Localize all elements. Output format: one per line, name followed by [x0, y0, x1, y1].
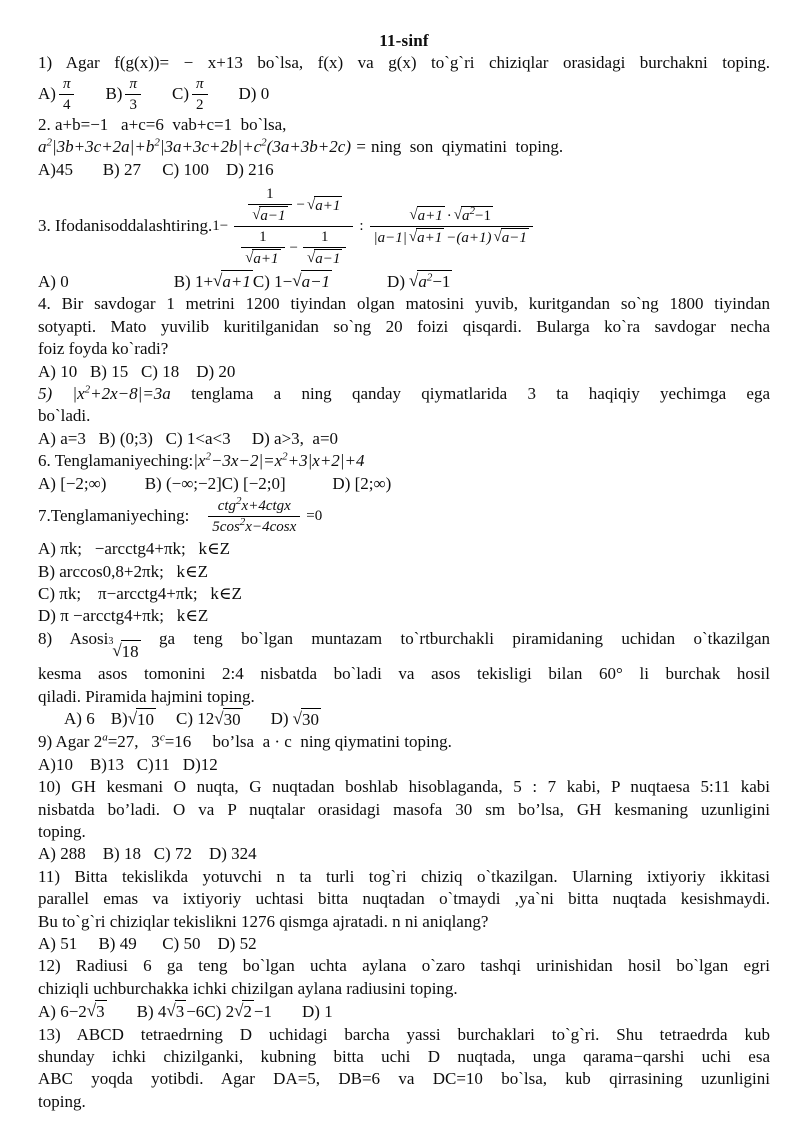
math-exponent: 2	[282, 450, 288, 463]
math-exponent: 2	[205, 450, 211, 463]
math-term: (3a+3b+2c) =	[266, 137, 367, 157]
sqrt-radicand: a+1	[315, 197, 341, 214]
option-c-tail: −1	[253, 1001, 272, 1021]
sqrt-sign: √	[234, 1001, 244, 1021]
sqrt-sign: √	[213, 271, 223, 291]
question-2	[38, 114, 770, 181]
fraction-denominator	[370, 227, 533, 247]
sqrt-sign: √	[493, 229, 502, 246]
question-10-line-3: toping.	[38, 821, 86, 841]
math-term: 5cos	[212, 519, 240, 536]
math-term: |a−1|	[373, 229, 407, 246]
math-term: −(a+1)	[446, 229, 492, 246]
question-7-lead: 7.Tenglamaniyeching:	[38, 506, 190, 526]
question-9-text: 9) Agar 2	[38, 732, 103, 752]
question-7-option-c: C) πk; π−arcctg4+πk; k∈Z	[38, 583, 242, 603]
sqrt	[494, 228, 529, 247]
question-4-options: A) 10 B) 15 C) 18 D) 20	[38, 361, 236, 381]
big-fraction	[234, 185, 353, 268]
sqrt-sign: √	[292, 271, 302, 291]
question-13-line-4: toping.	[38, 1091, 86, 1111]
math-term: a	[38, 137, 47, 157]
sqrt-sign: √	[307, 250, 316, 267]
math-exponent: 2	[84, 383, 91, 396]
sqrt	[307, 249, 342, 268]
question-4	[38, 293, 770, 383]
sqrt-sign: √	[245, 250, 254, 267]
math-term: |x	[193, 451, 206, 471]
colon-sign: :	[359, 218, 364, 235]
question-12-line-1: 12) Radiusi 6 ga teng bo`lgan uchta aylana o`zaro tashqi urinishidan hosil bo`lgan egri	[38, 956, 770, 976]
sqrt	[213, 270, 253, 293]
question-6	[38, 450, 770, 495]
math-term: a	[418, 272, 427, 292]
sqrt-radicand: a+1	[417, 230, 443, 247]
option-c: C) 12	[176, 709, 215, 729]
question-3-expression	[212, 185, 536, 268]
question-3-statement	[38, 185, 770, 268]
sqrt-sign: √	[252, 207, 261, 224]
math-exponent: 2	[154, 136, 160, 149]
sqrt-radicand: a−1	[501, 230, 527, 247]
fraction-numerator: π	[59, 75, 75, 95]
question-11-line-2: parallel emas va ixtiyoriy uchtasi bitta nuqtadan o`tmaydi ,ya`ni bitta nuqtada kesishmaydi.	[38, 889, 770, 909]
question-3	[38, 185, 770, 293]
question-9-options: A)10 B)13 C)11 D)12	[38, 754, 218, 774]
question-11-options: A) 51 B) 49 C) 50 D) 52	[38, 934, 257, 953]
sqrt-radicand	[461, 206, 493, 225]
question-13	[38, 1024, 770, 1114]
sqrt-radicand: a+1	[417, 208, 443, 225]
question-11-line-3: Bu to`g`ri chiziqlar tekislikni 1276 qismga ajratadi. n ni aniqlang?	[38, 911, 489, 931]
sqrt	[234, 1000, 254, 1023]
math-term: −1	[475, 208, 491, 225]
sqrt-sign: √	[453, 207, 463, 224]
question-8-line-1	[38, 628, 770, 663]
question-11	[38, 866, 770, 956]
sqrt	[87, 1000, 107, 1023]
sqrt-sign: √	[86, 1001, 97, 1021]
math-exponent: a	[102, 731, 108, 744]
dot-sign: ·	[446, 207, 452, 224]
sqrt-radicand: 30	[301, 708, 321, 731]
question-3-lead: 3. Ifodanisoddalashtiring.	[38, 216, 213, 236]
sqrt-radicand: 3	[95, 1000, 107, 1023]
math-exponent: 2	[239, 516, 246, 529]
question-1-options	[38, 75, 770, 114]
question-4-line-3: foiz foyda ko`radi?	[38, 339, 169, 359]
question-7-option-b: B) arccos0,8+2πk; k∈Z	[38, 561, 209, 581]
question-3-options	[38, 270, 770, 293]
sqrt-sign: √	[166, 1001, 176, 1021]
page-title: 11-sinf	[379, 31, 429, 50]
sqrt-sign: √	[214, 708, 224, 728]
math-exponent: 2	[46, 136, 52, 149]
math-term: +3|x+2|+4	[287, 451, 365, 471]
fraction-denominator: 2	[195, 96, 204, 113]
sqrt-sign: √	[409, 271, 419, 291]
question-8-line-3: qiladi. Piramida hajmini toping.	[38, 686, 255, 706]
sqrt	[454, 206, 493, 225]
question-2-line-1: 2. a+b=−1 a+c=6 vab+c=1 bo`lsa,	[38, 114, 287, 134]
sqrt-sign: √	[307, 196, 316, 213]
question-10	[38, 776, 770, 866]
minus-sign: −	[296, 197, 306, 214]
sqrt	[293, 708, 321, 731]
math-exponent: c	[159, 731, 165, 744]
option-a: A) 6−2	[38, 1001, 87, 1021]
math-term: |3a+3c+2b|+	[159, 137, 254, 157]
option-c: C) 1−	[252, 271, 293, 291]
one-minus: 1−	[212, 218, 229, 235]
sqrt	[409, 206, 444, 225]
option-b-tail: −6	[186, 1001, 205, 1021]
question-5-text: tenglama a ning qanday qiymatlarida 3 ta haqiqiy yechimga ega	[170, 384, 770, 404]
option-d: D) 1	[302, 1001, 333, 1021]
fraction-numerator: 1	[248, 185, 291, 205]
option-d: D)	[270, 709, 289, 729]
math-exponent: 2	[469, 205, 476, 218]
question-5-options: A) a=3 B) (0;3) C) 1<a<3 D) a>3, a=0	[38, 428, 339, 448]
question-12-options	[38, 1000, 770, 1023]
math-term: b	[145, 137, 155, 157]
question-12	[38, 955, 770, 1023]
sqrt-sign: √	[112, 640, 122, 660]
sqrt	[128, 708, 156, 731]
inner-fraction	[248, 185, 291, 225]
math-term: +2x−8|=3a	[90, 384, 171, 404]
option-b: B)	[110, 709, 128, 729]
fraction-denominator	[248, 205, 291, 225]
sqrt	[409, 270, 452, 293]
cube-root: 3 √ 18	[108, 640, 140, 663]
sqrt-sign: √	[408, 229, 418, 246]
sqrt-radicand: a+1	[253, 251, 279, 268]
option-b-label: B)	[105, 84, 123, 104]
fraction-numerator: π	[125, 75, 141, 95]
sqrt	[166, 1000, 186, 1023]
sqrt-radicand: 2	[242, 1000, 254, 1023]
question-6-options: A) [−2;∞) B) (−∞;−2]C) [−2;0] D) [2;∞)	[38, 473, 392, 493]
sqrt	[409, 228, 444, 247]
question-9	[38, 731, 770, 776]
fraction-denominator	[241, 248, 284, 268]
question-13-line-2: shunday ichki chizilganki, kubning bitta uchi D nuqtada, unga qarama−qarshi uchi esa	[38, 1047, 770, 1067]
fraction-denominator	[303, 248, 346, 268]
question-8-text: ga teng bo`lgan muntazam to`rtburchakli piramidaning uchidan o`tkazilgan	[140, 628, 770, 648]
fraction	[208, 497, 300, 536]
math-term: c	[253, 137, 262, 157]
question-4-line-2: sotyapti. Mato yuvilib kuritilganidan so`ng 20 foizi qisqardi. Bularga ko`ra savdogar necha	[38, 316, 770, 336]
question-2-options: A)45 B) 27 C) 100 D) 216	[38, 159, 274, 179]
big-fraction-numerator	[234, 185, 353, 227]
question-1	[38, 52, 770, 113]
math-term: −3x−2|=x	[210, 451, 283, 471]
question-8-line-2: kesma asos tomonini 2:4 nisbatda bo`ladi va asos tekisligi bilan 60° li burchak hosil	[38, 664, 770, 684]
fraction-denominator: 4	[62, 96, 71, 113]
question-1-text: 1) Agar f(g(x))= − x+13 bo`lsa, f(x) va g(x) to`g`ri chiziqlar orasidagi burchakni toping.	[38, 53, 770, 73]
math-term: ctg	[217, 498, 237, 515]
fraction-denominator: 3	[129, 96, 137, 113]
question-5-line-1	[38, 383, 770, 405]
inner-fraction	[303, 228, 346, 268]
question-2-tail: ning son qiymatini toping.	[366, 137, 564, 157]
question-2-expression	[38, 136, 770, 158]
sqrt-radicand: a−1	[301, 270, 332, 293]
sqrt	[245, 249, 280, 268]
question-5	[38, 383, 770, 450]
sqrt-radicand: 30	[223, 708, 243, 731]
question-6-lead: 6. Tenglamaniyeching:	[38, 451, 194, 471]
big-fraction-denominator	[234, 227, 353, 268]
option-d: D)	[387, 271, 405, 291]
option-c-label: C)	[171, 84, 189, 104]
option-a: A) 0	[38, 271, 69, 291]
question-4-line-1: 4. Bir savdogar 1 metrini 1200 tiyindan olgan matosini yuvib, kuritgandan so`ng 1800 tiyindan	[38, 294, 770, 314]
question-7	[38, 497, 770, 628]
sqrt-sign: √	[292, 708, 302, 728]
sqrt	[252, 206, 287, 225]
question-12-line-2: chiziqli uchburchakka ichki chizilgan aylana radiusini toping.	[38, 978, 458, 998]
minus-sign: −	[289, 240, 299, 257]
math-term: a	[462, 208, 470, 225]
fraction-numerator: 1	[303, 228, 346, 248]
option-a: A) 6	[64, 709, 95, 729]
sqrt	[214, 708, 242, 731]
question-10-options: A) 288 B) 18 C) 72 D) 324	[38, 844, 257, 864]
math-term: −1	[432, 272, 451, 292]
math-exponent: 2	[236, 495, 242, 508]
fraction-denominator	[208, 517, 300, 536]
math-term: x+4ctgx	[241, 498, 291, 515]
question-7-statement	[38, 497, 770, 536]
inner-fraction	[241, 228, 284, 268]
fraction-pi-4	[59, 75, 75, 114]
question-13-line-3: ABC yoqda yotibdi. Agar DA=5, DB=6 va DC=10 bo`lsa, kub qirrasining uzunligini	[38, 1069, 770, 1089]
sqrt-radicand: a−1	[260, 208, 286, 225]
option-b: B) 1+	[173, 271, 214, 291]
question-8-options	[38, 708, 770, 731]
question-5-line-2: bo`ladi.	[38, 406, 91, 426]
fraction-numerator: π	[192, 75, 208, 95]
question-10-line-1: 10) GH kesmani O nuqta, G nuqtadan boshlab hisoblaganda, 5 : 7 kabi, P nuqtaesa 5:11 kabi	[38, 777, 770, 797]
sqrt-radicand: a−1	[315, 251, 341, 268]
question-13-line-1: 13) ABCD tetraedrning D uchidagi barcha yassi burchaklari to`g`ri. Shu tetraedrda kub	[38, 1024, 770, 1044]
sqrt	[292, 270, 332, 293]
question-10-line-2: nisbatda bo’ladi. O va P nuqtalar orasidagi masofa 30 sm bo’lsa, GH kesmaning uzunligini	[38, 799, 770, 819]
equals-zero: =0	[306, 508, 323, 525]
question-7-expression	[205, 497, 322, 536]
math-exponent: 2	[261, 136, 267, 149]
math-term: |3b+3c+2a|+	[52, 137, 146, 157]
question-9-line-1	[38, 731, 770, 753]
math-term: x−4cosx	[245, 519, 297, 536]
question-9-text: =27, 3	[107, 732, 160, 752]
option-c: C) 2	[204, 1001, 235, 1021]
question-8-lead: 8) Asosi	[38, 628, 109, 648]
question-6-line-1	[38, 450, 770, 472]
question-9-text: =16 bo’lsa a · c ning qiymatini toping.	[164, 732, 452, 752]
question-7-option-d: D) π −arcctg4+πk; k∈Z	[38, 606, 209, 626]
sqrt-radicand: 10	[136, 708, 156, 731]
sqrt-radicand: a+1	[221, 270, 252, 293]
right-fraction	[370, 206, 533, 247]
math-term: 5) |x	[38, 384, 85, 404]
math-exponent: 2	[426, 271, 433, 284]
fraction-pi-3	[125, 75, 141, 114]
question-11-line-1: 11) Bitta tekislikda yotuvchi n ta turli tog`ri chiziq o`tkazilgan. Ularning ixtiyoriy ikkitasi	[38, 866, 770, 886]
fraction-numerator	[208, 497, 300, 517]
option-d-label: D) 0	[238, 84, 270, 104]
option-a-label: A)	[38, 84, 56, 104]
question-8	[38, 628, 770, 732]
fraction-pi-2	[192, 75, 208, 114]
sqrt-sign: √	[127, 708, 138, 728]
fraction-numerator	[370, 206, 533, 227]
sqrt-sign: √	[409, 207, 418, 224]
sqrt-radicand: 3	[175, 1000, 187, 1023]
question-7-option-a: A) πk; −arcctg4+πk; k∈Z	[38, 539, 230, 559]
sqrt-radicand	[417, 270, 452, 293]
sqrt-radicand: 18	[121, 640, 141, 663]
sqrt	[307, 196, 342, 215]
fraction-numerator: 1	[241, 228, 284, 248]
option-b: B) 4	[136, 1001, 167, 1021]
